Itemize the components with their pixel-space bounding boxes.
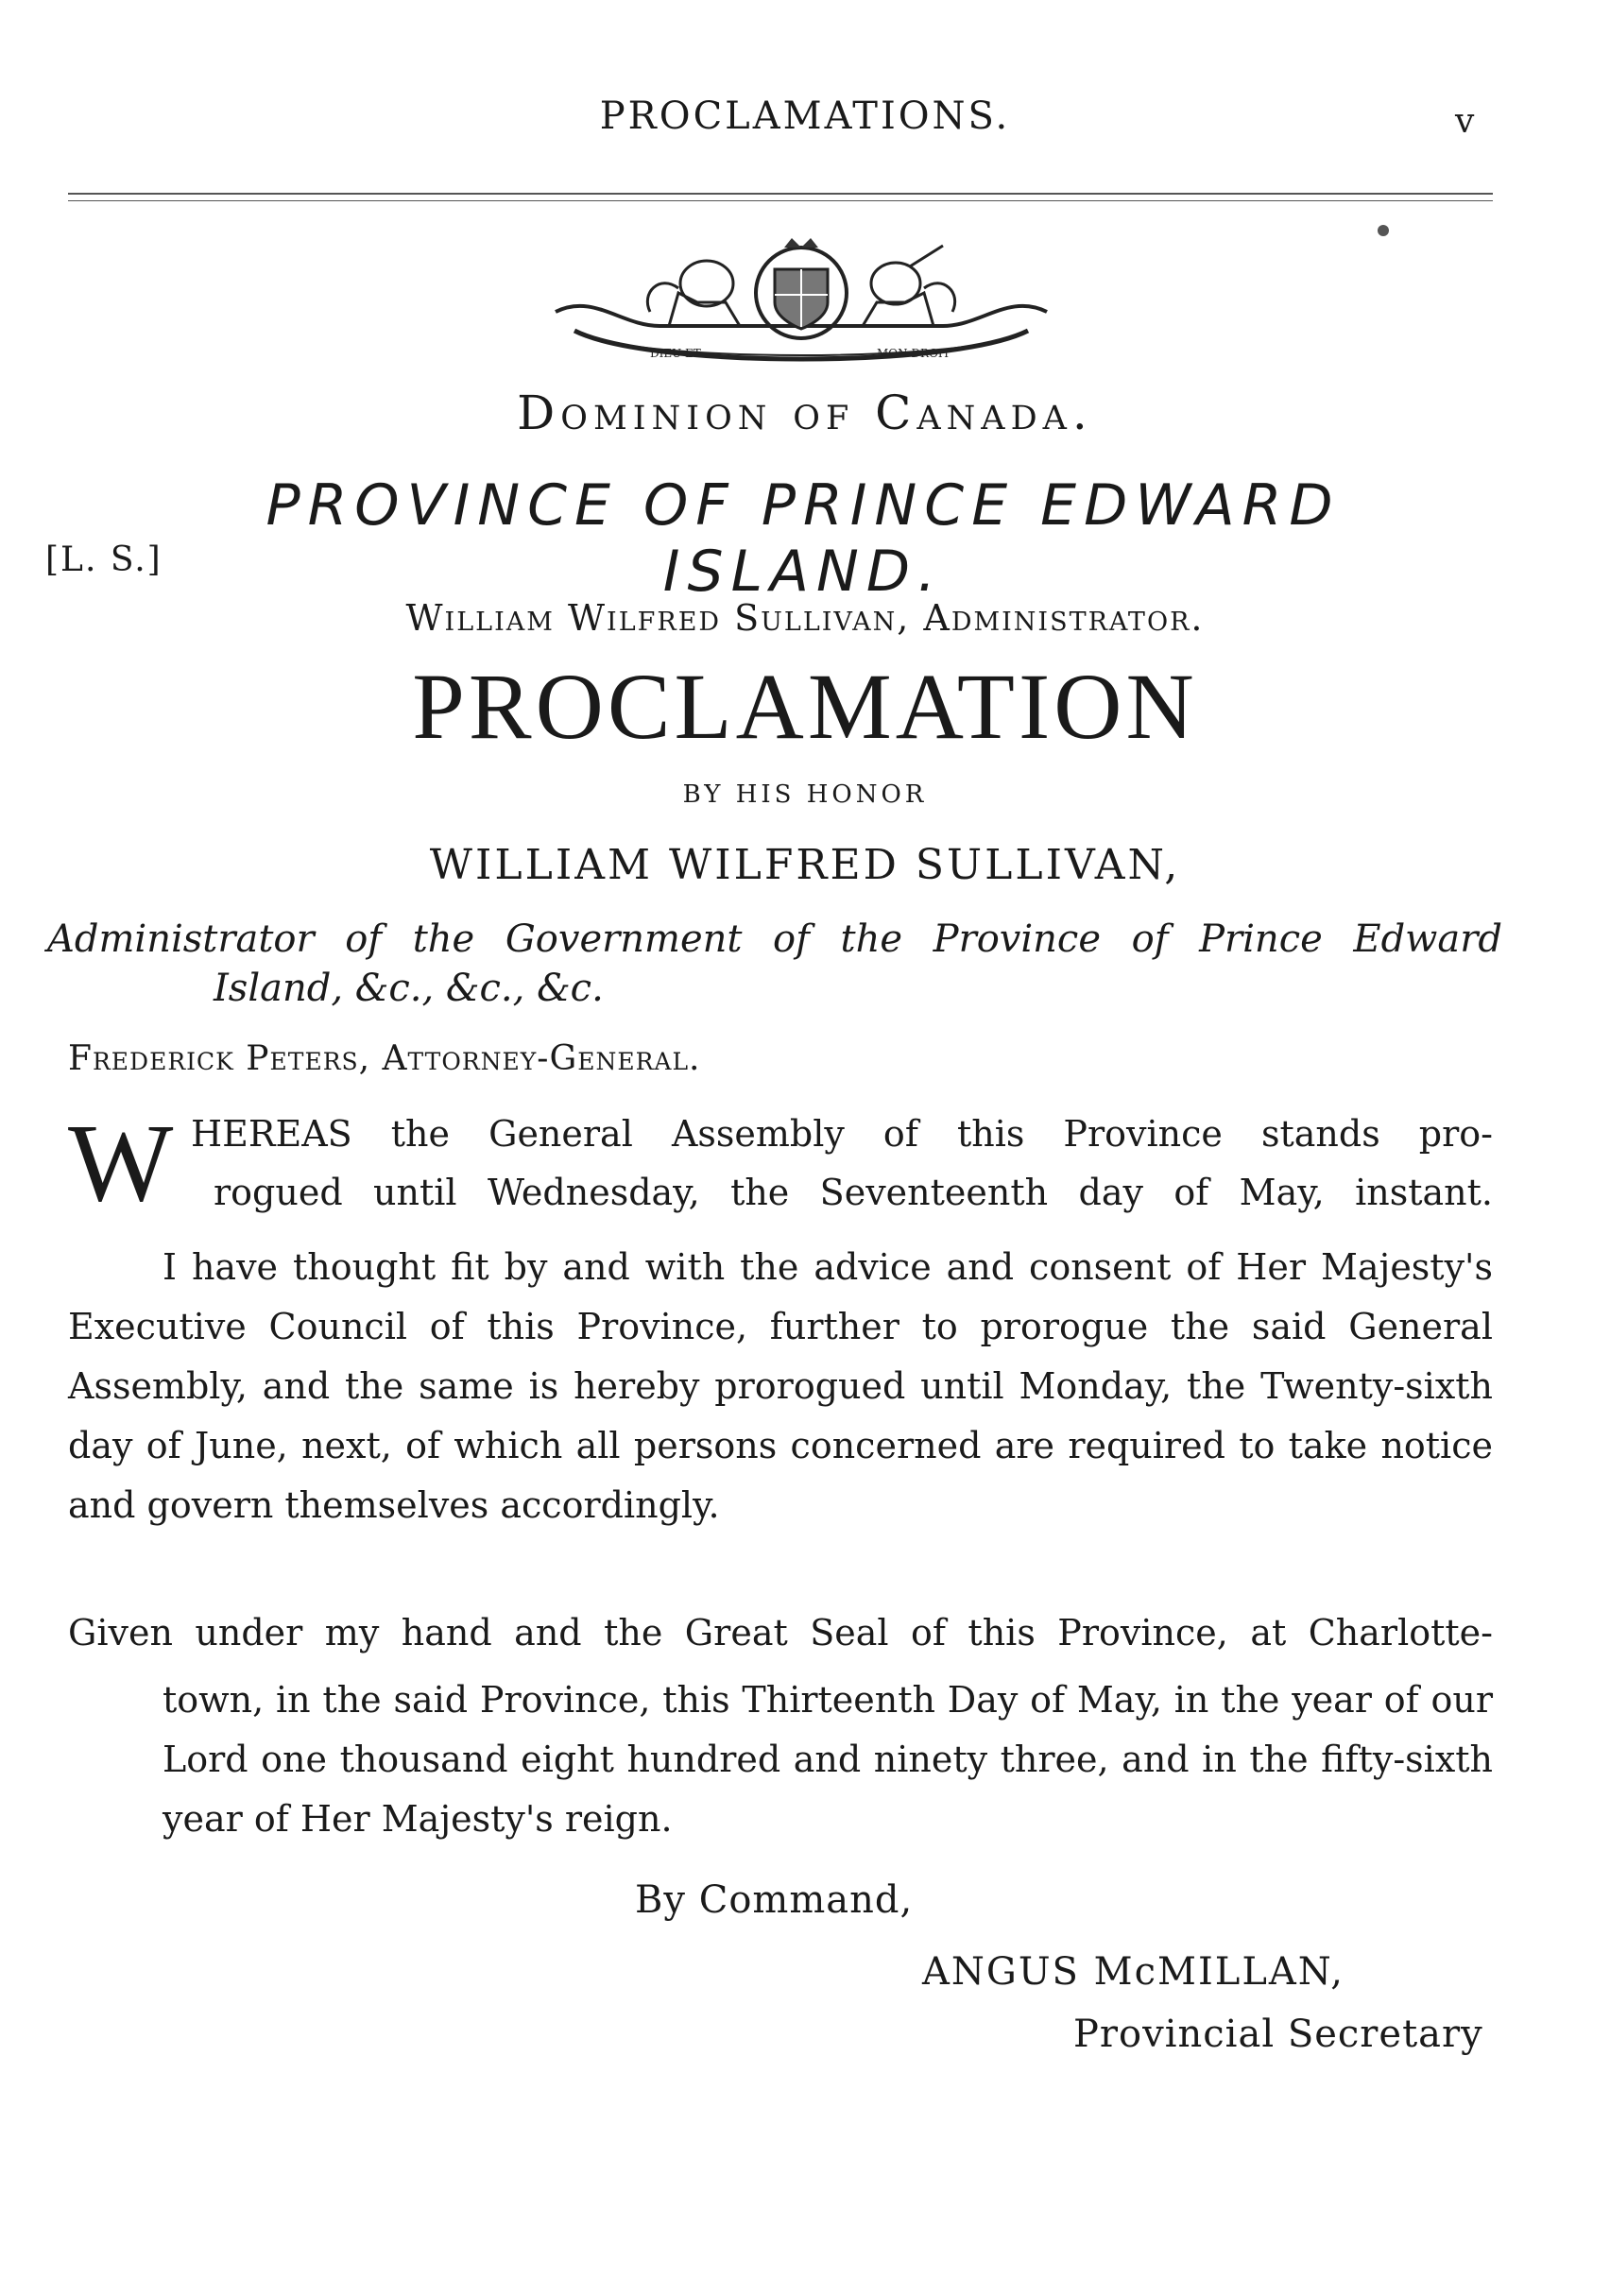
whereas-line-1: HEREAS the General Assembly of this Province stands pro- (191, 1113, 1493, 1155)
ink-speck (1378, 225, 1389, 236)
motto-left: DIEU ET (650, 347, 701, 360)
whereas-line-2: rogued until Wednesday, the Seventeenth day of May, instant. (214, 1172, 1493, 1213)
given-paragraph-rest: town, in the said Province, this Thirteenth Day of May, in the year of our Lord one thousand eight hundred and ninety three, and in the fifty-sixth year of Her Majesty's reign. (163, 1679, 1493, 1840)
motto-right: MON DROIT (877, 347, 951, 360)
attorney-general-line: Frederick Peters, Attorney-General. (68, 1039, 701, 1078)
administrator-line: William Wilfred Sullivan, Administrator. (405, 597, 1205, 639)
signer-title: Provincial Secretary (1073, 2013, 1483, 2056)
governor-name: WILLIAM WILFRED SULLIVAN, (429, 841, 1181, 889)
royal-coat-of-arms-icon (537, 236, 1066, 378)
header-rule-bottom (68, 200, 1493, 201)
proclamation-title: PROCLAMATION (412, 654, 1198, 759)
drop-cap: W (68, 1101, 174, 1225)
shield (756, 238, 847, 338)
province-heading: PROVINCE OF PRINCE EDWARD ISLAND. (265, 472, 1341, 605)
lion-supporter (647, 261, 740, 326)
running-head: PROCLAMATIONS. (599, 94, 1011, 138)
seal-mark: [L. S.] (45, 540, 163, 579)
dominion-heading: Dominion of Canada. (517, 386, 1093, 440)
header-rule-top (68, 193, 1493, 195)
governor-title-line-2: Island, &c., &c., &c. (214, 967, 604, 1010)
unicorn-supporter (863, 246, 955, 326)
page-number: v (1455, 102, 1475, 141)
by-his-honor: BY HIS HONOR (682, 780, 928, 809)
governor-title-line-1: Administrator of the Government of the Province of Prince Edward (47, 917, 1502, 961)
prorogation-paragraph: I have thought fit by and with the advice and consent of Her Majesty's Executive Council of this Province, further to prorogue the said General Assembly, and the same is hereby prorogued until Monday, the Twenty-sixth day of June, next, of which all persons concerned are required to take notice and govern themselves accordingly. (68, 1246, 1493, 1526)
signer-name: ANGUS McMILLAN, (922, 1950, 1345, 1994)
by-command: By Command, (635, 1878, 914, 1922)
given-line-1: Given under my hand and the Great Seal of this Province, at Charlotte- (68, 1612, 1493, 1653)
